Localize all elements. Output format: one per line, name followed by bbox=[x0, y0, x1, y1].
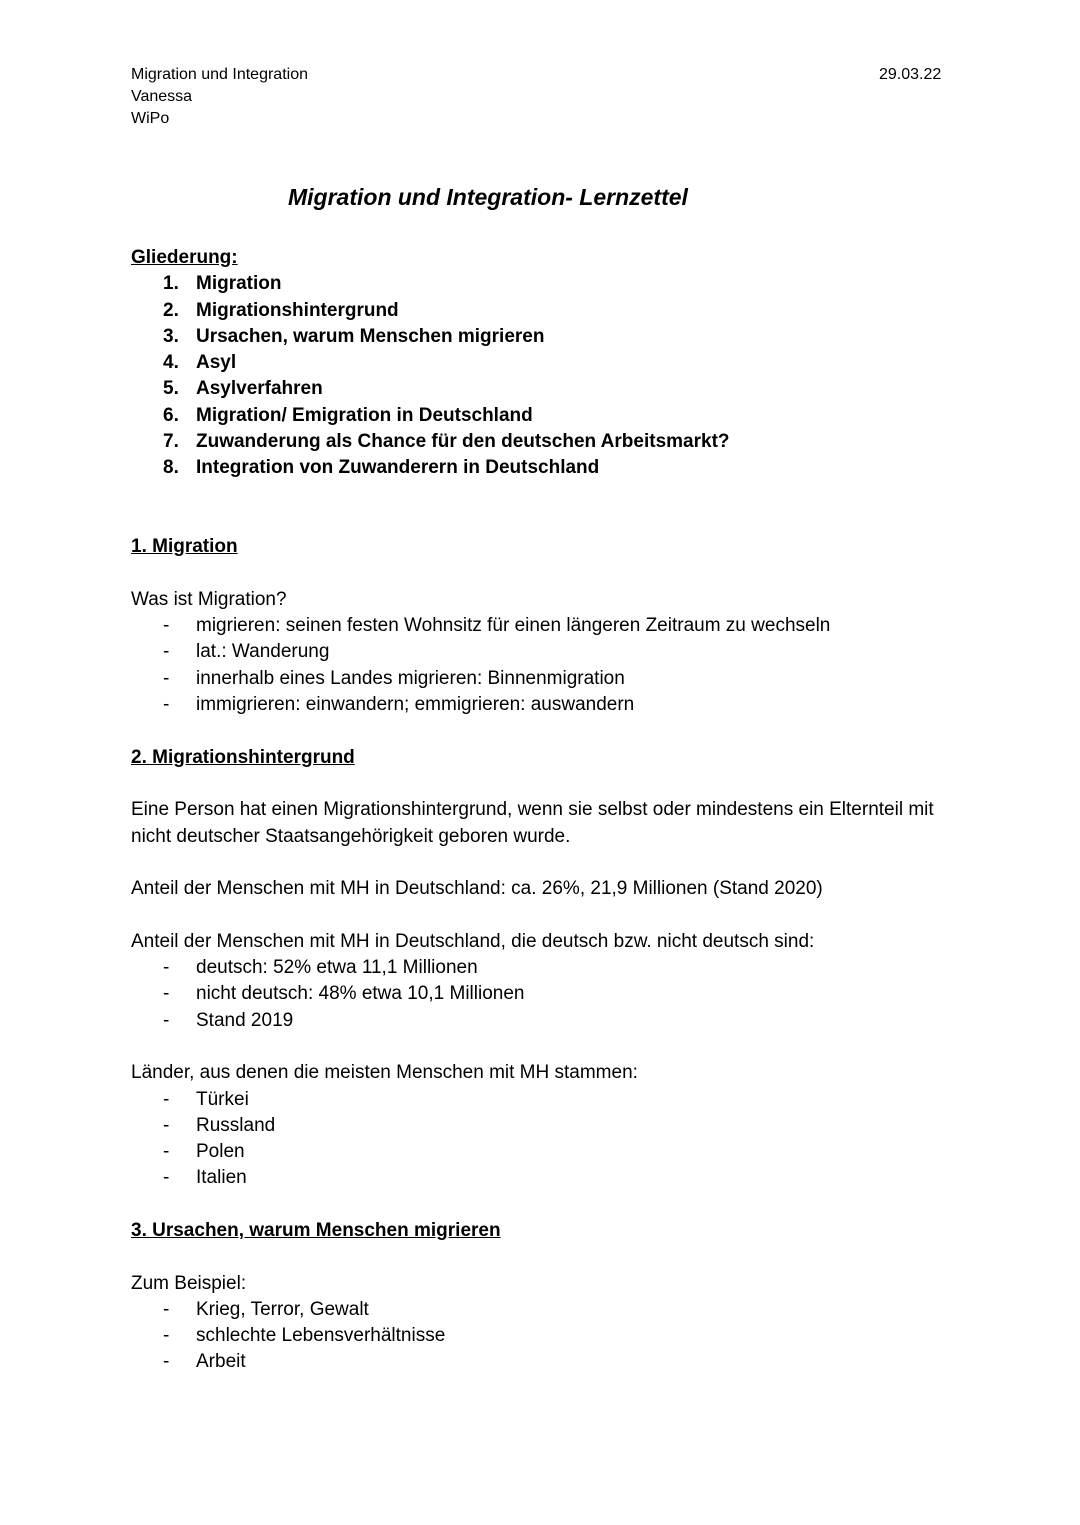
list-item: - Türkei bbox=[163, 1088, 249, 1110]
document-header bbox=[131, 64, 308, 130]
section-2-heading: 2. Migrationshintergrund bbox=[131, 746, 355, 768]
header-subject: Migration und Integration bbox=[131, 66, 308, 83]
section-3-list bbox=[131, 1297, 961, 1376]
section-3-intro: Zum Beispiel: bbox=[131, 1272, 247, 1294]
header-date: 29.03.22 bbox=[879, 66, 942, 83]
list-item: - lat.: Wanderung bbox=[163, 641, 330, 663]
list-item: - Russland bbox=[163, 1114, 276, 1136]
outline-item-text: Migration bbox=[196, 273, 282, 295]
outline-item-text: Migrationshintergrund bbox=[196, 299, 399, 321]
list-item: - Stand 2019 bbox=[163, 1009, 294, 1031]
list-item: - deutsch: 52% etwa 11,1 Millionen bbox=[163, 957, 478, 979]
outline-item-number: 1. bbox=[163, 273, 179, 295]
outline-item bbox=[131, 429, 961, 455]
section-2-share: Anteil der Menschen mit MH in Deutschland: ca. 26%, 21,9 Millionen (Stand 2020) bbox=[131, 878, 823, 900]
section-2-definition: Eine Person hat einen Migrationshintergrund, wenn sie selbst oder mindestens ein Elternteil mit nicht deutscher Staatsangehörigkeit geboren wurde. bbox=[131, 799, 934, 847]
outline-item bbox=[131, 324, 961, 350]
section-2-citizenship-intro: Anteil der Menschen mit MH in Deutschland, die deutsch bzw. nicht deutsch sind: bbox=[131, 930, 815, 952]
outline-item-text: Zuwanderung als Chance für den deutschen Arbeitsmarkt? bbox=[196, 431, 730, 453]
section-1-question: Was ist Migration? bbox=[131, 588, 287, 610]
section-2-countries-list bbox=[131, 1087, 961, 1192]
outline-item-text: Asylverfahren bbox=[196, 378, 323, 400]
outline-heading: Gliederung: bbox=[131, 247, 238, 268]
list-item: - immigrieren: einwandern; emmigrieren: auswandern bbox=[163, 694, 635, 716]
outline-item-number: 6. bbox=[163, 404, 179, 426]
list-item: - innerhalb eines Landes migrieren: Binnenmigration bbox=[163, 667, 625, 689]
outline-item-text: Integration von Zuwanderern in Deutschland bbox=[196, 457, 600, 479]
section-2-countries-intro: Länder, aus denen die meisten Menschen mit MH stammen: bbox=[131, 1062, 638, 1084]
outline-item bbox=[131, 271, 961, 297]
list-item: - Arbeit bbox=[163, 1351, 246, 1373]
outline-list bbox=[131, 271, 961, 481]
outline-item bbox=[131, 298, 961, 324]
outline-item-number: 2. bbox=[163, 299, 179, 321]
section-3-heading: 3. Ursachen, warum Menschen migrieren bbox=[131, 1219, 501, 1241]
outline-item-text: Migration/ Emigration in Deutschland bbox=[196, 404, 533, 426]
outline-item bbox=[131, 350, 961, 376]
outline-item-number: 3. bbox=[163, 325, 179, 347]
document-body bbox=[131, 245, 961, 1376]
list-item: - Polen bbox=[163, 1141, 245, 1163]
section-1-heading: 1. Migration bbox=[131, 536, 238, 558]
list-item: - schlechte Lebensverhältnisse bbox=[163, 1325, 446, 1347]
section-2-citizenship-list bbox=[131, 955, 961, 1034]
list-item: - nicht deutsch: 48% etwa 10,1 Millionen bbox=[163, 983, 525, 1005]
outline-item-number: 7. bbox=[163, 431, 179, 453]
section-1-list bbox=[131, 613, 961, 718]
header-course: WiPo bbox=[131, 110, 170, 127]
page-title: Migration und Integration- Lernzettel bbox=[288, 184, 688, 210]
outline-item-number: 5. bbox=[163, 378, 179, 400]
outline-item bbox=[131, 376, 961, 402]
outline-item-text: Asyl bbox=[196, 352, 237, 374]
outline-item bbox=[131, 455, 961, 481]
list-item: - migrieren: seinen festen Wohnsitz für einen längeren Zeitraum zu wechseln bbox=[163, 615, 831, 637]
list-item: - Krieg, Terror, Gewalt bbox=[163, 1298, 369, 1320]
outline-item-number: 8. bbox=[163, 457, 179, 479]
outline-item-number: 4. bbox=[163, 352, 179, 374]
outline-item-text: Ursachen, warum Menschen migrieren bbox=[196, 325, 545, 347]
outline-item bbox=[131, 403, 961, 429]
list-item: - Italien bbox=[163, 1167, 247, 1189]
header-author: Vanessa bbox=[131, 88, 193, 105]
